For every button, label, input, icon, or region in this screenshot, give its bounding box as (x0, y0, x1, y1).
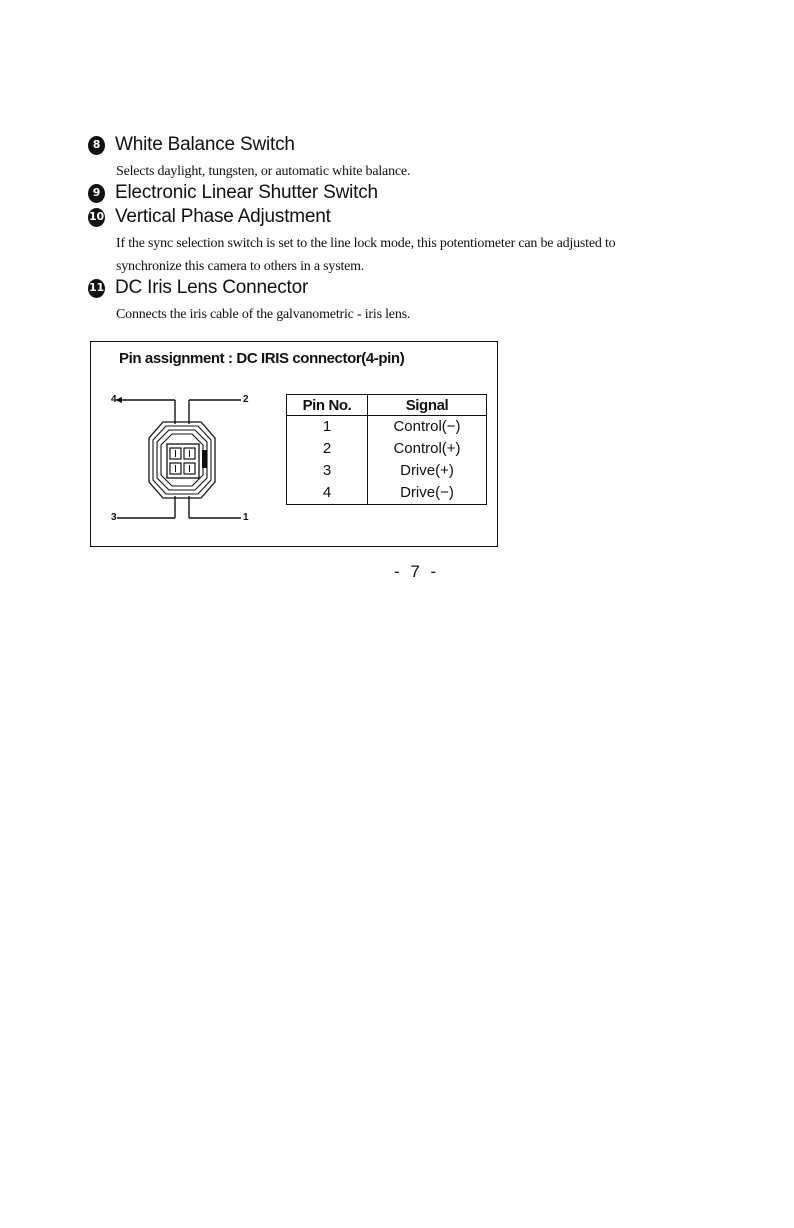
item-heading (88, 134, 728, 156)
table-row (287, 416, 487, 439)
pin-number: 3 (287, 460, 368, 482)
connector-diagram (111, 392, 251, 532)
table-row (287, 460, 487, 482)
circled-number-icon: 10 (88, 208, 105, 227)
item-vertical-phase-adjustment (88, 206, 728, 278)
item-electronic-linear-shutter-switch (88, 182, 728, 204)
column-header-pin: Pin No. (287, 395, 368, 416)
pin-label-bottom-right: 1 (243, 512, 249, 523)
pin-signal: Drive(+) (368, 460, 487, 482)
pin-number: 4 (287, 482, 368, 505)
table-header-row (287, 395, 487, 416)
table-row (287, 438, 487, 460)
page-number: - 7 - (394, 562, 440, 581)
item-description: Selects daylight, tungsten, or automatic white balance. (116, 164, 411, 179)
item-description: If the sync selection switch is set to the line lock mode, this potentiometer can be adjusted to synchronize this camera to others in a system. (116, 236, 616, 274)
item-title: DC Iris Lens Connector (115, 277, 309, 298)
pin-label-top-left: 4 (111, 394, 117, 405)
pin-assignment-title: Pin assignment : DC IRIS connector(4-pin) (119, 350, 405, 367)
circled-number-icon: 9 (88, 184, 105, 203)
item-title: Electronic Linear Shutter Switch (115, 182, 378, 203)
pin-number: 1 (287, 416, 368, 439)
table-row (287, 482, 487, 505)
pin-signal: Control(−) (368, 416, 487, 439)
item-title: White Balance Switch (115, 134, 295, 155)
circled-number-icon: 8 (88, 136, 105, 155)
item-title: Vertical Phase Adjustment (115, 206, 331, 227)
pin-label-bottom-left: 3 (111, 512, 117, 523)
pin-label-top-right: 2 (243, 394, 249, 405)
item-description: Connects the iris cable of the galvanometric - iris lens. (116, 307, 411, 322)
connector-drawing (111, 392, 251, 532)
item-heading (88, 277, 728, 299)
item-white-balance-switch (88, 134, 728, 183)
circled-number-icon: 11 (88, 279, 105, 298)
pin-signal: Control(+) (368, 438, 487, 460)
item-heading (88, 206, 728, 228)
column-header-signal: Signal (368, 395, 487, 416)
pin-number: 2 (287, 438, 368, 460)
pin-table (286, 394, 487, 505)
item-dc-iris-lens-connector (88, 277, 728, 326)
pin-assignment-box (90, 341, 498, 547)
pin-signal: Drive(−) (368, 482, 487, 505)
item-heading (88, 182, 728, 204)
